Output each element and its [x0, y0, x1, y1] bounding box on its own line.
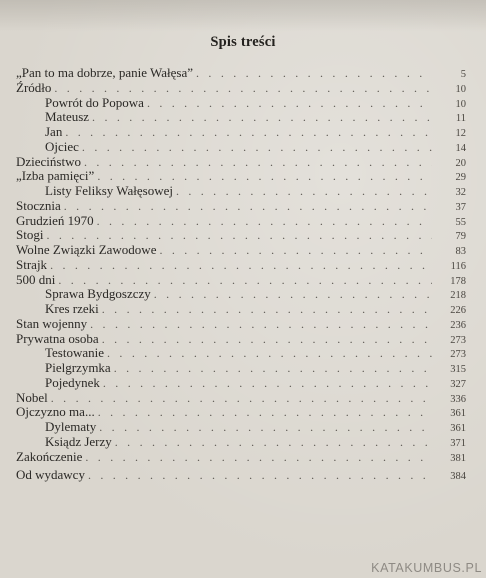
toc-entry-title: „Izba pamięci” — [16, 168, 95, 184]
toc-dot-leader — [92, 110, 432, 125]
toc-entry-title: Sprawa Bydgoszczy — [45, 286, 151, 302]
toc-entry-title: Powrót do Popowa — [45, 94, 144, 110]
toc-entry-title: Strajk — [16, 256, 48, 272]
toc-dot-leader — [98, 405, 432, 420]
toc-page-number: 226 — [450, 305, 466, 316]
toc-entry-title: Dylematy — [45, 419, 97, 434]
toc-entry-title: Ojciec — [45, 138, 79, 154]
toc-entry-title: Mateusz — [45, 109, 90, 125]
toc-page-number: 83 — [455, 246, 466, 257]
toc-dot-leader — [88, 468, 432, 483]
toc-entry — [16, 376, 466, 391]
toc-page-number: 273 — [450, 349, 466, 361]
toc-page-number: 371 — [450, 437, 466, 449]
toc-dot-leader — [196, 66, 432, 81]
toc-entry-title: Jan — [45, 124, 63, 139]
toc-page-number: 11 — [455, 113, 466, 125]
toc-entry — [16, 155, 466, 170]
toc-page-number: 236 — [450, 319, 466, 331]
toc-page-number: 273 — [450, 334, 466, 346]
toc-dot-leader — [99, 420, 432, 435]
toc-entry-title: „Pan to ma dobrze, panie Wałęsa” — [16, 65, 194, 80]
toc-page-number: 336 — [450, 393, 466, 405]
toc-page-number: 10 — [455, 98, 466, 110]
toc-entry — [16, 81, 466, 96]
toc-page-number: 10 — [455, 83, 466, 95]
toc-page-number: 55 — [455, 216, 466, 228]
toc-page-number: 37 — [455, 201, 466, 213]
toc-dot-leader — [147, 96, 432, 111]
table-of-contents — [16, 66, 466, 483]
toc-dot-leader — [58, 273, 432, 288]
toc-page-number: 384 — [450, 471, 466, 483]
toc-entry — [16, 287, 466, 302]
toc-dot-leader — [82, 140, 432, 155]
toc-entry — [16, 228, 466, 243]
toc-entry — [16, 346, 466, 361]
toc-entry — [16, 468, 466, 483]
toc-page-number: 315 — [450, 364, 466, 375]
toc-entry-title: Grudzień 1970 — [16, 212, 94, 228]
toc-dot-leader — [159, 243, 432, 258]
toc-entry-title: Stocznia — [16, 197, 61, 213]
toc-entry — [16, 258, 466, 273]
toc-entry-title: Od wydawcy — [16, 467, 85, 483]
toc-entry-title: Wolne Związki Zawodowe — [16, 242, 157, 257]
toc-entry-title: Dzieciństwo — [16, 153, 81, 169]
toc-entry — [16, 273, 466, 288]
toc-page-number: 29 — [455, 172, 466, 184]
toc-dot-leader — [84, 155, 432, 170]
toc-entry-title: Nobel — [16, 389, 48, 405]
toc-page-number: 381 — [450, 452, 466, 464]
toc-entry — [16, 435, 466, 450]
toc-dot-leader — [114, 361, 432, 376]
toc-dot-leader — [50, 258, 432, 273]
toc-entry-title: Pielgrzymka — [45, 360, 111, 375]
toc-dot-leader — [65, 125, 432, 140]
toc-entry — [16, 199, 466, 214]
toc-entry-title: Źródło — [16, 79, 52, 95]
toc-entry-title: Zakończenie — [16, 448, 83, 464]
toc-entry — [16, 184, 466, 199]
toc-entry-title: Ksiądz Jerzy — [45, 433, 112, 449]
toc-entry — [16, 332, 466, 347]
toc-page-number: 20 — [455, 157, 466, 169]
toc-entry-title: Prywatna osoba — [16, 330, 99, 346]
toc-dot-leader — [154, 287, 432, 302]
toc-entry-title: 500 dni — [16, 271, 56, 287]
toc-dot-leader — [46, 228, 432, 243]
toc-page-number: 79 — [455, 231, 466, 243]
toc-entry-title: Stogi — [16, 227, 44, 243]
toc-dot-leader — [51, 391, 432, 406]
toc-entry-title: Kres rzeki — [45, 301, 99, 316]
toc-dot-leader — [107, 346, 432, 361]
toc-dot-leader — [103, 376, 432, 391]
toc-page-number: 12 — [455, 128, 466, 139]
toc-entry-title: Pojedynek — [45, 374, 100, 390]
toc-entry — [16, 169, 466, 184]
toc-entry — [16, 125, 466, 140]
toc-dot-leader — [102, 332, 432, 347]
toc-page-number: 218 — [450, 290, 466, 302]
toc-entry — [16, 214, 466, 229]
toc-page-number: 116 — [450, 260, 466, 272]
toc-dot-leader — [97, 214, 432, 229]
toc-entry — [16, 405, 466, 420]
toc-entry — [16, 391, 466, 406]
toc-entry — [16, 450, 466, 465]
toc-entry — [16, 66, 466, 81]
toc-page-number: 14 — [455, 142, 466, 154]
toc-dot-leader — [176, 184, 432, 199]
toc-entry-title: Ojczyzno ma... — [16, 404, 95, 420]
toc-entry-title: Stan wojenny — [16, 315, 88, 331]
toc-entry-title: Listy Feliksy Wałęsowej — [45, 183, 173, 198]
toc-page-number: 361 — [450, 408, 466, 420]
watermark: KATAKUMBUS.PL — [371, 561, 482, 575]
toc-dot-leader — [54, 81, 432, 96]
toc-page-number: 178 — [450, 275, 466, 287]
toc-page-number: 327 — [450, 378, 466, 390]
toc-entry-title: Testowanie — [45, 345, 105, 361]
toc-dot-leader — [97, 169, 432, 184]
toc-entry — [16, 243, 466, 258]
toc-dot-leader — [90, 317, 432, 332]
show-through-text — [0, 0, 486, 32]
toc-entry — [16, 110, 466, 125]
toc-entry — [16, 420, 466, 435]
toc-dot-leader — [85, 450, 432, 465]
toc-page-number: 5 — [460, 69, 466, 80]
toc-entry — [16, 302, 466, 317]
toc-page-number: 361 — [450, 423, 466, 434]
page-title: Spis treści — [210, 34, 276, 50]
toc-entry — [16, 140, 466, 155]
toc-entry — [16, 96, 466, 111]
toc-dot-leader — [115, 435, 432, 450]
toc-dot-leader — [102, 302, 432, 317]
toc-page-number: 32 — [455, 187, 466, 198]
toc-dot-leader — [64, 199, 432, 214]
toc-entry — [16, 361, 466, 376]
toc-entry — [16, 317, 466, 332]
